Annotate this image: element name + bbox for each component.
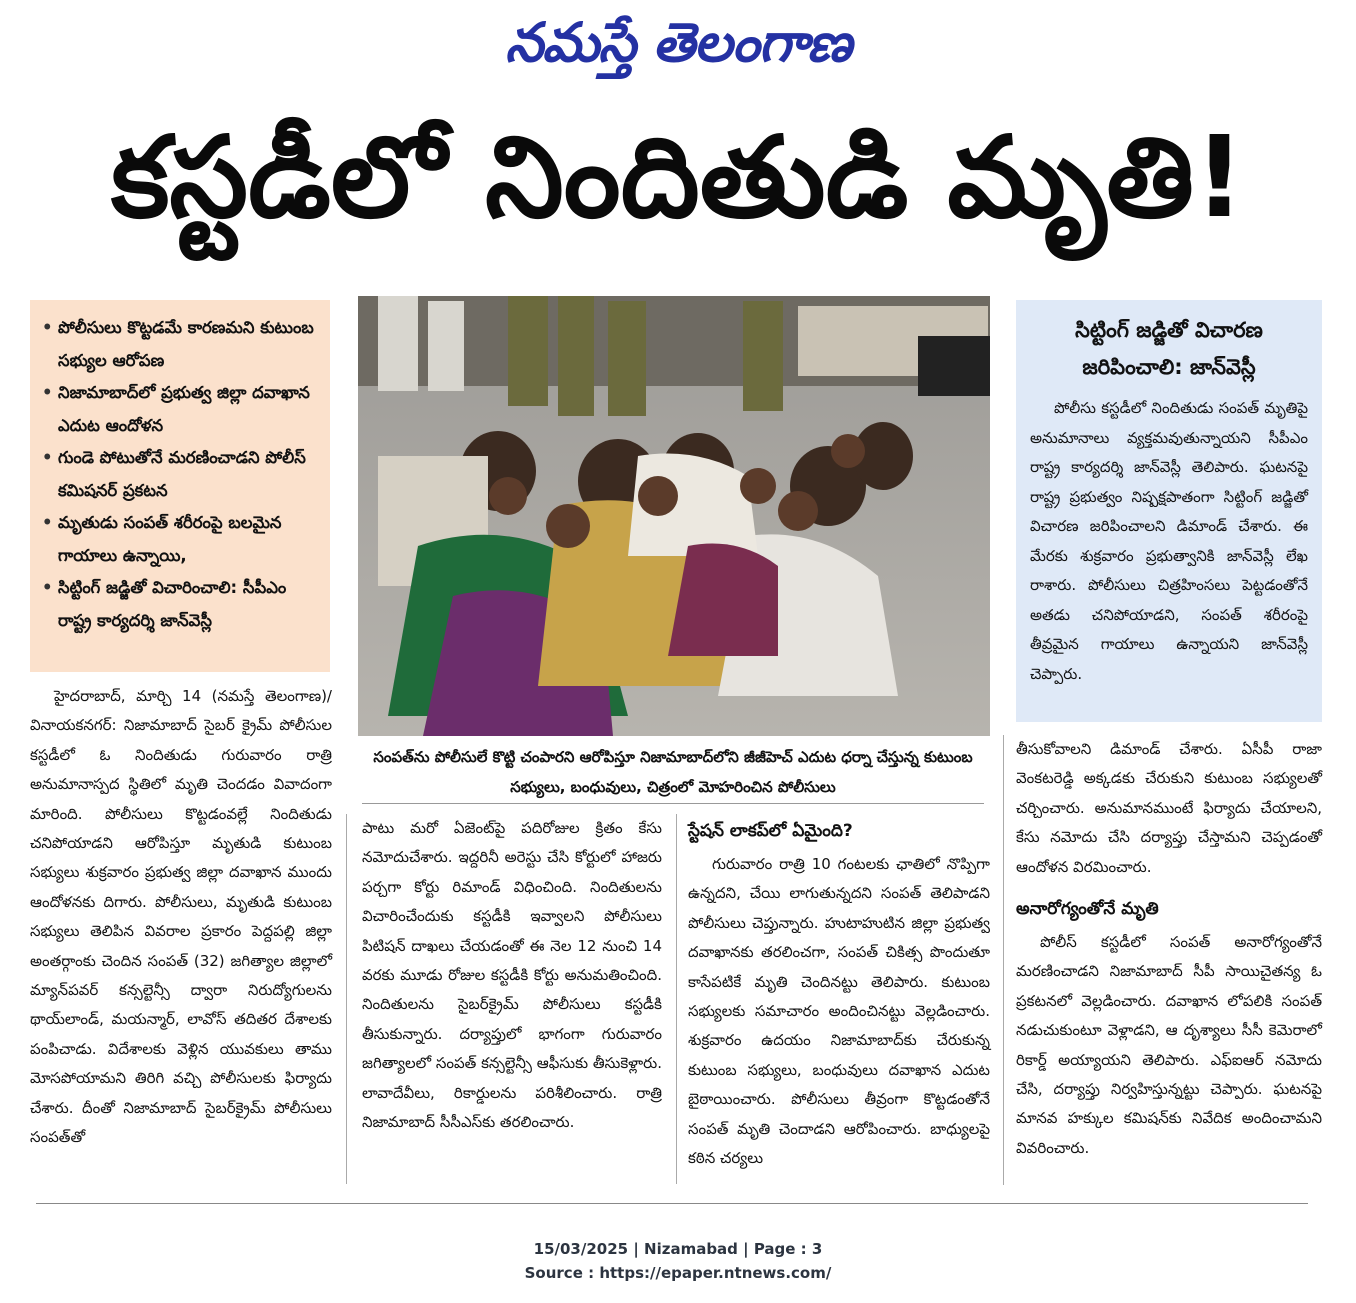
article-paragraph: పాటు మరో ఏజెంట్‌పై పదిరోజుల క్రితం కేసు నమోదుచేశారు. ఇద్దరినీ అరెస్టు చేసి కోర్టులో హాజరు పర్చగా కోర్టు రిమాండ్ విధించింది. నిందితులను విచారించేందుకు కస్టడీకి ఇవ్వాలని పోలీసులు పిటిషన్ దాఖలు చేయడంతో ఈ నెల 12 నుంచి 14 వరకు మూడు రోజుల కస్టడీకి కోర్టు అనుమతించింది. నిందితులను సైబర్‌క్రైమ్ పోలీసులు కస్టడీకి తీసుకున్నారు. దర్యాప్తులో భాగంగా గురువారం జగిత్యాలలో సంపత్ కన్సల్టెన్సీ ఆఫీసుకు తీసుకెళ్లారు. లావాదేవీలు, రికార్డులను పరిశీలించారు. రాత్రి నిజామాబాద్ సీసీఎస్‌కు తరలించారు. xyxy=(362,819,662,1132)
sidebar-title: సిట్టింగ్ జడ్జితో విచారణ జరిపించాలి: జాన్‌వెస్లీ xyxy=(1075,318,1263,379)
footer-divider xyxy=(36,1203,1308,1204)
sidebar-box xyxy=(1016,300,1322,722)
highlight-item: • గుండె పోటుతోనే మరణించాడని పోలీస్ కమిషనర్ ప్రకటన xyxy=(42,442,320,507)
source-info: Source : https://epaper.ntnews.com/ xyxy=(524,1264,832,1282)
article-paragraph: పోలీస్ కస్టడీలో సంపత్ అనారోగ్యంతోనే మరణించాడని నిజామాబాద్ సీపీ సాయిచైతన్య ఓ ప్రకటనలో వెల్లడించారు. దవాఖాన లోపలికి సంపత్ నడుచుకుంటూ వెళ్లాడని, ఆ దృశ్యాలు సీసీ కెమెరాలో రికార్డ్ అయ్యాయని తెలిపారు. ఎఫ్ఐఆర్ నమోదు చేసి, దర్యాప్తు నిర్వహిస్తున్నట్టు చెప్పారు. ఘటనపై మానవ హక్కుల కమిషన్‌కు నివేదిక అందించామని వివరించారు. xyxy=(1016,933,1322,1157)
sidebar-paragraph: పోలీసు కస్టడీలో నిందితుడు సంపత్ మృతిపై అనుమానాలు వ్యక్తమవుతున్నాయని సీపీఎం రాష్ట్ర కార్యదర్శి జాన్‌వెస్లీ తెలిపారు. ఘటనపై రాష్ట్ర ప్రభుత్వం నిష్పక్షపాతంగా సిట్టింగ్ జడ్జితో విచారణ జరిపించాలని డిమాండ్ చేశారు. ఈ మేరకు శుక్రవారం ప్రభుత్వానికి జాన్‌వెస్లీ లేఖ రాశారు. పోలీసులు చిత్రహింసలు పెట్టడంతోనే అతడు చనిపోయాడని, సంపత్ శరీరంపై తీవ్రమైన గాయాలు ఉన్నాయని జాన్‌వెస్లీ చెప్పారు. xyxy=(1030,399,1308,683)
article-paragraph: తీసుకోవాలని డిమాండ్ చేశారు. ఏసీపీ రాజా వెంకటరెడ్డి అక్కడకు చేరుకుని కుటుంబ సభ్యులతో చర్చించారు. అనుమానముంటే ఫిర్యాదు చేయాలని, కేసు నమోదు చేసి దర్యాప్తు చేస్తామని చెప్పడంతో ఆందోళన విరమించారు. xyxy=(1016,740,1322,876)
article-paragraph: హైదరాబాద్, మార్చి 14 (నమస్తే తెలంగాణ)/వినాయకనగర్: నిజామాబాద్ సైబర్ క్రైమ్ పోలీసుల కస్టడీలో ఓ నిందితుడు గురువారం రాత్రి అనుమానాస్పద స్థితిలో మృతి చెందడం వివాదంగా మారింది. పోలీసులు కొట్టడంవల్లే నిందితుడు చనిపోయాడని ఆరోపిస్తూ మృతుడి కుటుంబ సభ్యులు శుక్రవారం ప్రభుత్వ జిల్లా దవాఖాన ముందు ఆందోళనకు దిగారు. పోలీసులు, మృతుడి కుటుంబ సభ్యులు తెలిపిన వివరాల ప్రకారం పెద్దపల్లి జిల్లా అంతర్గాంకు చెందిన సంపత్ (32) జగిత్యాల జిల్లాలో మ్యాన్‌పవర్ కన్సల్టెన్సీ ద్వారా నిరుద్యోగులను థాయ్‌లాండ్, మయన్మార్, లావోస్ తదితర దేశాలకు పంపిచాడు. విదేశాలకు వెళ్లిన యువకులు తాము మోసపోయామని తిరిగి వచ్చి పోలీసులకు ఫిర్యాదు చేశారు. దీంతో నిజామాబాద్ సైబర్‌క్రైమ్ పోలీసులు సంపత్‌తో xyxy=(30,687,332,1147)
article-subhead: స్టేషన్ లాకప్‌లో ఏమైంది? xyxy=(688,821,853,841)
news-photo xyxy=(358,296,990,736)
masthead-logo: నమస్తే తెలంగాణ xyxy=(505,11,851,74)
column-divider xyxy=(1003,735,1004,1185)
article-column-4 xyxy=(1016,735,1322,1185)
highlight-item: • సిట్టింగ్ జడ్జితో విచారించాలి: సీపీఎం రాష్ట్ర కార్యదర్శి జాన్‌వెస్లీ xyxy=(42,572,320,637)
highlights-box xyxy=(30,300,330,672)
edition-info: 15/03/2025 | Nizamabad | Page : 3 xyxy=(533,1240,823,1258)
article-subhead: అనారోగ్యంతోనే మృతి xyxy=(1016,899,1159,920)
column-divider xyxy=(676,814,677,1184)
column-divider xyxy=(346,814,347,1184)
highlights-list xyxy=(42,312,320,637)
sidebar-body xyxy=(1030,394,1308,689)
article-column-2 xyxy=(362,814,662,1184)
highlight-item: • నిజామాబాద్‌లో ప్రభుత్వ జిల్లా దవాఖాన ఎదుట ఆందోళన xyxy=(42,377,320,442)
article-paragraph: గురువారం రాత్రి 10 గంటలకు ఛాతిలో నొప్పిగా ఉన్నదని, చేయి లాగుతున్నదని సంపత్ తెలిపాడని పోలీసులు చెప్తున్నారు. హుటాహుటిన జిల్లా ప్రభుత్వ దవాఖానకు తరలించగా, సంపత్ చికిత్స పొందుతూ కాసేపటికే మృతి చెందినట్టు తెలిపారు. కుటుంబ సభ్యులకు సమాచారం అందించినట్టు వెల్లడించారు. శుక్రవారం ఉదయం నిజామాబాద్‌కు చేరుకున్న కుటుంబ సభ్యులు, బంధువులు దవాఖాన ఎదుట బైఠాయించారు. పోలీసులు తీవ్రంగా కొట్టడంతోనే సంపత్ మృతి చెందాడని ఆరోపించారు. బాధ్యులపై కఠిన చర్యలు xyxy=(688,855,990,1168)
article-column-1 xyxy=(30,682,332,1182)
highlight-item: • పోలీసులు కొట్టడమే కారణమని కుటుంబ సభ్యుల ఆరోపణ xyxy=(42,312,320,377)
protest-scene-image xyxy=(358,296,990,736)
article-column-3 xyxy=(688,814,990,1184)
headline: కస్టడీలో నిందితుడి మృతి! xyxy=(110,113,1246,243)
photo-caption: సంపత్‌ను పోలీసులే కొట్టి చంపారని ఆరోపిస్తూ నిజామాబాద్‌లోని జీజీహెచ్ ఎదుట ధర్నా చేస్తున్న కుటుంబ సభ్యులు, బంధువులు, చిత్రంలో మోహరించిన పోలీసులు xyxy=(362,742,984,804)
highlight-item: • మృతుడు సంపత్ శరీరంపై బలమైన గాయాలు ఉన్నాయి, xyxy=(42,507,320,572)
